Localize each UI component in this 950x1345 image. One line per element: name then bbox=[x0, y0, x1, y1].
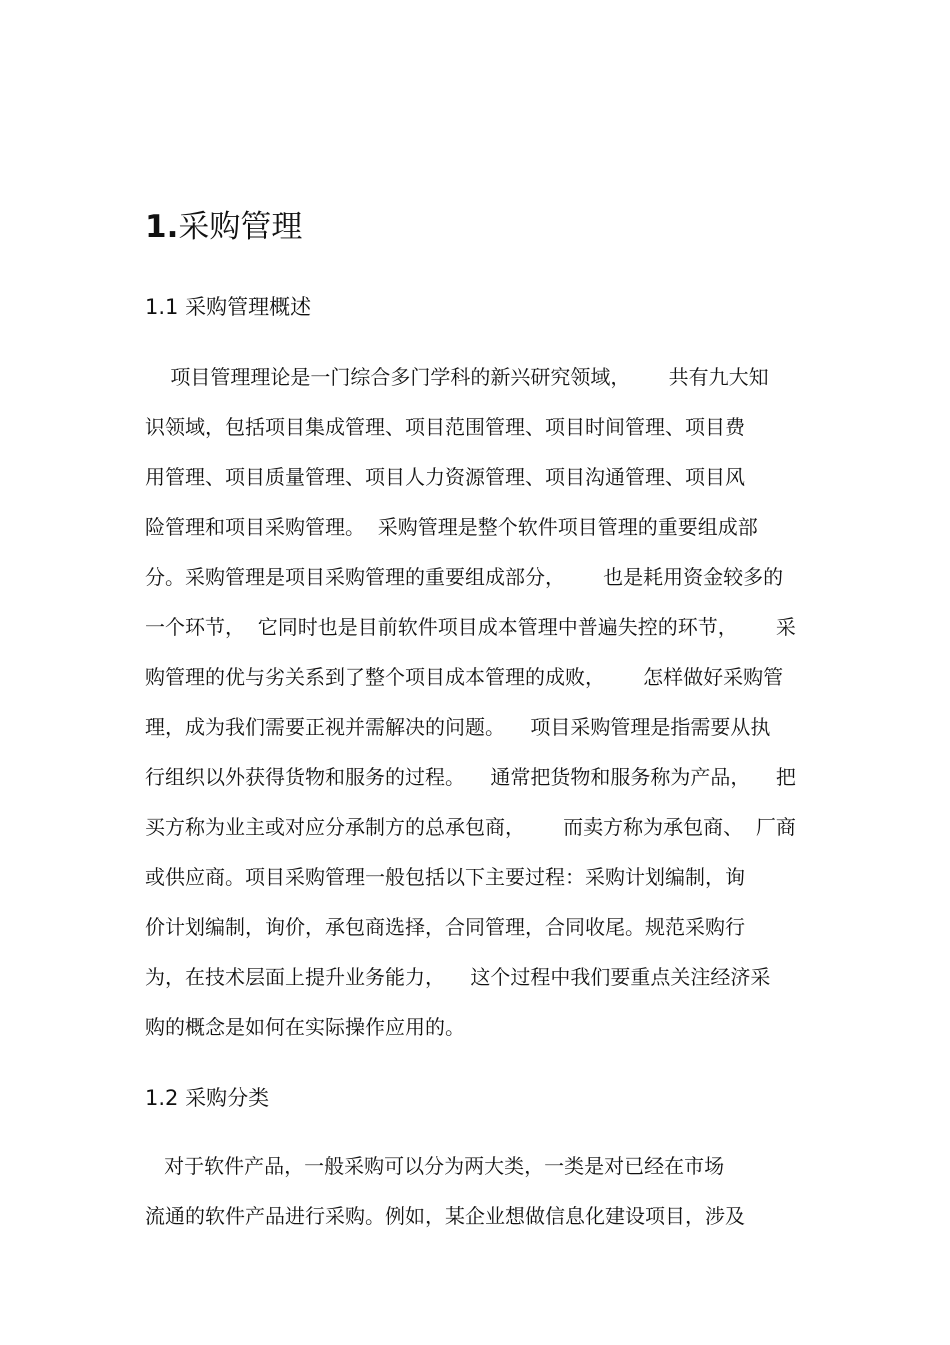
section-1-2-paragraph bbox=[145, 1141, 815, 1241]
paragraph-line: 价计划编制，询价，承包商选择，合同管理，合同收尾。规范采购行 bbox=[145, 915, 745, 939]
paragraph-line: 行组织以外获得货物和服务的过程。 通常把货物和服务称为产品， 把 bbox=[145, 765, 796, 789]
section-1-heading bbox=[145, 205, 302, 249]
paragraph-line: 识领域，包括项目集成管理、项目范围管理、项目时间管理、项目费 bbox=[145, 415, 745, 439]
paragraph-line: 购管理的优与劣关系到了整个项目成本管理的成败， 怎样做好采购管 bbox=[145, 665, 784, 689]
paragraph-line: 分。采购管理是项目采购管理的重要组成部分， 也是耗用资金较多的 bbox=[145, 565, 784, 589]
section-1-title: 采购管理 bbox=[178, 209, 303, 245]
paragraph-line: 险管理和项目采购管理。 采购管理是整个软件项目管理的重要组成部 bbox=[145, 515, 758, 539]
paragraph-line: 理，成为我们需要正视并需解决的问题。 项目采购管理是指需要从执 bbox=[145, 715, 771, 739]
paragraph-line: 或供应商。项目采购管理一般包括以下主要过程：采购计划编制，询 bbox=[145, 865, 745, 889]
paragraph-line: 购的概念是如何在实际操作应用的。 bbox=[145, 1015, 465, 1039]
paragraph-line: 为，在技术层面上提升业务能力， 这个过程中我们要重点关注经济采 bbox=[145, 965, 771, 989]
section-1-number: 1. bbox=[145, 209, 179, 245]
paragraph-line: 买方称为业主或对应分承制方的总承包商， 而卖方称为承包商、 厂商 bbox=[145, 815, 796, 839]
section-1-2-heading: 1.2 采购分类 bbox=[145, 1086, 270, 1110]
paragraph-line: 一个环节， 它同时也是目前软件项目成本管理中普遍失控的环节， 采 bbox=[145, 615, 796, 639]
paragraph-line: 流通的软件产品进行采购。例如，某企业想做信息化建设项目，涉及 bbox=[145, 1204, 745, 1228]
section-1-1-heading: 1.1 采购管理概述 bbox=[145, 295, 312, 319]
section-1-1-paragraph bbox=[145, 352, 815, 1052]
paragraph-line: 用管理、项目质量管理、项目人力资源管理、项目沟通管理、项目风 bbox=[145, 465, 745, 489]
paragraph-line: 对于软件产品，一般采购可以分为两大类，一类是对已经在市场 bbox=[145, 1154, 725, 1178]
paragraph-line: 项目管理理论是一门综合多门学科的新兴研究领域， 共有九大知 bbox=[145, 365, 769, 389]
